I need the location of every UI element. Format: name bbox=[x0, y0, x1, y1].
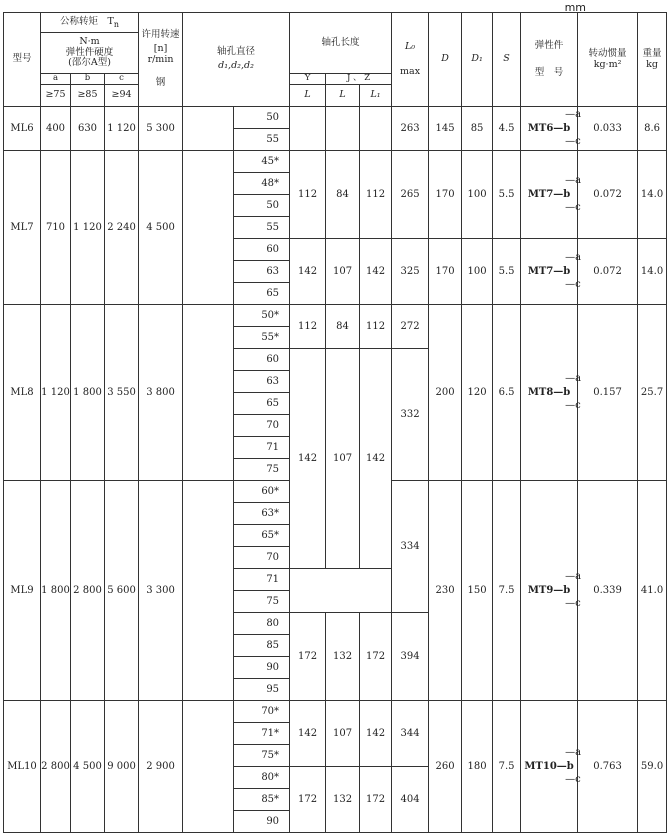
torque-b-cell: 2 800 bbox=[71, 481, 105, 701]
bore-cell: 50 bbox=[234, 107, 290, 129]
elastic-cell: —a MT7—b —c bbox=[521, 151, 578, 239]
torque-b-cell: 1 120 bbox=[71, 151, 105, 305]
d-cell: 200 bbox=[429, 305, 462, 481]
bore-blank bbox=[183, 481, 234, 701]
inertia-cell: 0.157 bbox=[578, 305, 638, 481]
model-cell: ML7 bbox=[4, 151, 41, 305]
s-cell: 7.5 bbox=[493, 481, 521, 701]
torque-b-cell: 1 800 bbox=[71, 305, 105, 481]
speed-header: 许用转速 [n] r/min 钢 bbox=[139, 13, 183, 107]
bore-cell: 55 bbox=[234, 129, 290, 151]
hardness-val-b: ≥85 bbox=[71, 85, 105, 107]
z-cell: 142 bbox=[360, 239, 392, 305]
length-type-y: Y bbox=[290, 74, 326, 85]
length-header: 轴孔长度 bbox=[290, 13, 392, 74]
bore-blank bbox=[183, 701, 234, 833]
j-cell: 84 bbox=[326, 305, 360, 349]
z-cell bbox=[360, 107, 392, 151]
elastic-header: 弹性件 型 号 bbox=[521, 13, 578, 107]
torque-c-cell: 2 240 bbox=[105, 151, 139, 305]
elastic-cell: —a MT10—b —c bbox=[521, 701, 578, 833]
z-cell: 112 bbox=[360, 151, 392, 239]
coupling-spec-table bbox=[3, 12, 667, 833]
s-cell: 5.5 bbox=[493, 151, 521, 239]
elastic-cell: —a MT6—b —c bbox=[521, 107, 578, 151]
hardness-col-a: a bbox=[41, 74, 71, 85]
bore-cell: 85 bbox=[234, 635, 290, 657]
l0-cell: 332 bbox=[392, 349, 429, 481]
s-cell: 6.5 bbox=[493, 305, 521, 481]
bore-cell: 71 bbox=[234, 569, 290, 591]
l0-header: L₀ max bbox=[392, 13, 429, 107]
torque-header: 公称转矩 $T_n$ bbox=[41, 13, 139, 33]
weight-cell: 14.0 bbox=[638, 151, 667, 239]
l0-cell: 344 bbox=[392, 701, 429, 767]
inertia-cell: 0.033 bbox=[578, 107, 638, 151]
inertia-cell: 0.763 bbox=[578, 701, 638, 833]
bore-cell: 70* bbox=[234, 701, 290, 723]
bore-cell: 65 bbox=[234, 283, 290, 305]
d-cell: 230 bbox=[429, 481, 462, 701]
torque-a-cell: 1 120 bbox=[41, 305, 71, 481]
bore-cell: 60 bbox=[234, 349, 290, 371]
bore-cell: 70 bbox=[234, 415, 290, 437]
z-cell: 172 bbox=[360, 613, 392, 701]
bore-header: 轴孔直径 d₁,d₂,d₂ bbox=[183, 13, 290, 107]
length-type-jz: J 、 Z bbox=[326, 74, 392, 85]
bore-cell: 65 bbox=[234, 393, 290, 415]
torque-b-cell: 4 500 bbox=[71, 701, 105, 833]
bore-cell: 70 bbox=[234, 547, 290, 569]
hardness-col-c: c bbox=[105, 74, 139, 85]
l0-cell: 394 bbox=[392, 613, 429, 701]
d-header: D bbox=[429, 13, 462, 107]
model-cell: ML6 bbox=[4, 107, 41, 151]
d-cell: 145 bbox=[429, 107, 462, 151]
bore-cell: 75* bbox=[234, 745, 290, 767]
y-cell: 142 bbox=[290, 349, 326, 569]
d-cell: 260 bbox=[429, 701, 462, 833]
j-cell bbox=[326, 107, 360, 151]
bore-cell: 45* bbox=[234, 151, 290, 173]
l0-cell: 325 bbox=[392, 239, 429, 305]
speed-cell: 5 300 bbox=[139, 107, 183, 151]
hardness-col-b: b bbox=[71, 74, 105, 85]
torque-c-cell: 1 120 bbox=[105, 107, 139, 151]
j-cell: 132 bbox=[326, 767, 360, 833]
bore-cell: 60* bbox=[234, 481, 290, 503]
speed-cell: 3 300 bbox=[139, 481, 183, 701]
l0-cell: 334 bbox=[392, 481, 429, 613]
bore-cell: 60 bbox=[234, 239, 290, 261]
l0-cell: 404 bbox=[392, 767, 429, 833]
bore-cell: 90 bbox=[234, 657, 290, 679]
bore-cell: 75 bbox=[234, 591, 290, 613]
s-cell: 5.5 bbox=[493, 239, 521, 305]
y-cell: 172 bbox=[290, 613, 326, 701]
bore-cell: 75 bbox=[234, 459, 290, 481]
bore-cell: 48* bbox=[234, 173, 290, 195]
hardness-val-c: ≥94 bbox=[105, 85, 139, 107]
s-cell: 7.5 bbox=[493, 701, 521, 833]
torque-c-cell: 3 550 bbox=[105, 305, 139, 481]
j-cell: 107 bbox=[326, 701, 360, 767]
d1-cell: 180 bbox=[462, 701, 493, 833]
table-row bbox=[4, 305, 667, 327]
bore-cell: 55* bbox=[234, 327, 290, 349]
bore-cell: 50 bbox=[234, 195, 290, 217]
torque-a-cell: 1 800 bbox=[41, 481, 71, 701]
weight-cell: 8.6 bbox=[638, 107, 667, 151]
y-cell: 142 bbox=[290, 701, 326, 767]
d-cell: 170 bbox=[429, 239, 462, 305]
y-cell: 112 bbox=[290, 305, 326, 349]
weight-cell: 14.0 bbox=[638, 239, 667, 305]
model-cell: ML8 bbox=[4, 305, 41, 481]
y-cell: 112 bbox=[290, 151, 326, 239]
bore-cell: 50* bbox=[234, 305, 290, 327]
d1-cell: 100 bbox=[462, 151, 493, 239]
hardness-val-a: ≥75 bbox=[41, 85, 71, 107]
torque-b-cell: 630 bbox=[71, 107, 105, 151]
bore-cell: 71 bbox=[234, 437, 290, 459]
d1-header: D₁ bbox=[462, 13, 493, 107]
y-cell: 142 bbox=[290, 239, 326, 305]
bore-blank bbox=[183, 107, 234, 151]
bore-cell: 85* bbox=[234, 789, 290, 811]
model-cell: ML10 bbox=[4, 701, 41, 833]
bore-cell: 95 bbox=[234, 679, 290, 701]
inertia-cell: 0.072 bbox=[578, 151, 638, 239]
bore-cell: 55 bbox=[234, 217, 290, 239]
inertia-cell: 0.072 bbox=[578, 239, 638, 305]
d1-cell: 150 bbox=[462, 481, 493, 701]
bore-blank bbox=[183, 305, 234, 481]
bore-blank bbox=[183, 151, 234, 305]
bore-cell: 63 bbox=[234, 371, 290, 393]
bore-cell: 71* bbox=[234, 723, 290, 745]
bore-cell: 63 bbox=[234, 261, 290, 283]
d-cell: 170 bbox=[429, 151, 462, 239]
j-cell: 84 bbox=[326, 151, 360, 239]
model-header: 型号 bbox=[4, 13, 41, 107]
bore-cell: 80* bbox=[234, 767, 290, 789]
weight-cell: 41.0 bbox=[638, 481, 667, 701]
d1-cell: 120 bbox=[462, 305, 493, 481]
unit-label: mm bbox=[564, 1, 586, 14]
j-cell: 107 bbox=[326, 349, 360, 569]
z-cell: 112 bbox=[360, 305, 392, 349]
y-cell: 172 bbox=[290, 767, 326, 833]
table-row bbox=[4, 701, 667, 723]
torque-a-cell: 710 bbox=[41, 151, 71, 305]
torque-unit-header: N·m 弹性件硬度 (邵尔A型) bbox=[41, 33, 139, 74]
l0-cell: 265 bbox=[392, 151, 429, 239]
z-cell: 142 bbox=[360, 349, 392, 569]
bore-cell: 65* bbox=[234, 525, 290, 547]
model-cell: ML9 bbox=[4, 481, 41, 701]
d1-cell: 85 bbox=[462, 107, 493, 151]
length-sym-y: L bbox=[290, 85, 326, 107]
elastic-cell: —a MT9—b —c bbox=[521, 481, 578, 701]
l0-cell: 272 bbox=[392, 305, 429, 349]
elastic-cell: —a MT7—b —c bbox=[521, 239, 578, 305]
inertia-header: 转动惯量 kg·m² bbox=[578, 13, 638, 107]
inertia-cell: 0.339 bbox=[578, 481, 638, 701]
j-cell: 132 bbox=[326, 613, 360, 701]
torque-c-cell: 5 600 bbox=[105, 481, 139, 701]
bore-cell: 63* bbox=[234, 503, 290, 525]
length-sym-z: L₁ bbox=[360, 85, 392, 107]
elastic-cell: —a MT8—b —c bbox=[521, 305, 578, 481]
speed-cell: 4 500 bbox=[139, 151, 183, 305]
weight-cell: 59.0 bbox=[638, 701, 667, 833]
y-cell bbox=[290, 107, 326, 151]
speed-cell: 3 800 bbox=[139, 305, 183, 481]
torque-a-cell: 400 bbox=[41, 107, 71, 151]
z-cell: 142 bbox=[360, 701, 392, 767]
weight-cell: 25.7 bbox=[638, 305, 667, 481]
speed-cell: 2 900 bbox=[139, 701, 183, 833]
s-cell: 4.5 bbox=[493, 107, 521, 151]
table-row bbox=[4, 107, 667, 129]
torque-a-cell: 2 800 bbox=[41, 701, 71, 833]
bore-cell: 80 bbox=[234, 613, 290, 635]
bore-cell: 90 bbox=[234, 811, 290, 833]
s-header: S bbox=[493, 13, 521, 107]
z-cell: 172 bbox=[360, 767, 392, 833]
table-row bbox=[4, 151, 667, 173]
length-sym-j: L bbox=[326, 85, 360, 107]
l0-cell: 263 bbox=[392, 107, 429, 151]
d1-cell: 100 bbox=[462, 239, 493, 305]
torque-c-cell: 9 000 bbox=[105, 701, 139, 833]
weight-header: 重量 kg bbox=[638, 13, 667, 107]
j-cell: 107 bbox=[326, 239, 360, 305]
